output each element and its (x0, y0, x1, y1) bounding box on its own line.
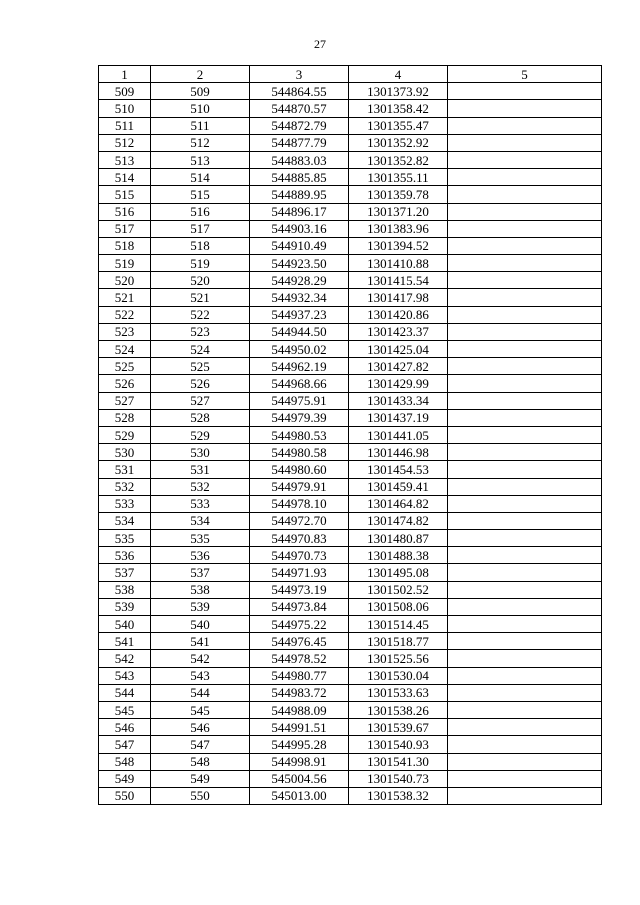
table-cell-col-3: 544980.58 (250, 444, 349, 461)
table-cell-col-4: 1301352.82 (349, 151, 448, 168)
table-row (99, 237, 602, 254)
table-cell-col-5 (448, 323, 602, 340)
table-cell-col-1: 510 (99, 100, 151, 117)
table-cell-col-2: 527 (151, 392, 250, 409)
table-cell-col-3: 544923.50 (250, 255, 349, 272)
table-cell-col-1: 544 (99, 684, 151, 701)
table-cell-col-3: 544980.53 (250, 426, 349, 443)
table-cell-col-4: 1301420.86 (349, 306, 448, 323)
table-cell-col-4: 1301525.56 (349, 650, 448, 667)
table-cell-col-5 (448, 478, 602, 495)
table-row (99, 392, 602, 409)
table-cell-col-3: 544937.23 (250, 306, 349, 323)
table-cell-col-4: 1301480.87 (349, 530, 448, 547)
table-cell-col-5 (448, 272, 602, 289)
table-cell-col-5 (448, 426, 602, 443)
table-cell-col-5 (448, 495, 602, 512)
table-row (99, 547, 602, 564)
table-cell-col-4: 1301464.82 (349, 495, 448, 512)
table-cell-col-1: 538 (99, 581, 151, 598)
table-cell-col-1: 526 (99, 375, 151, 392)
table-cell-col-3: 544988.09 (250, 701, 349, 718)
table-cell-col-3: 544870.57 (250, 100, 349, 117)
table-row (99, 341, 602, 358)
table-cell-col-4: 1301415.54 (349, 272, 448, 289)
table-cell-col-2: 511 (151, 117, 250, 134)
table-row (99, 495, 602, 512)
table-row (99, 186, 602, 203)
table-cell-col-2: 543 (151, 667, 250, 684)
table-row (99, 650, 602, 667)
table-cell-col-1: 524 (99, 341, 151, 358)
table-cell-col-1: 537 (99, 564, 151, 581)
table-cell-col-1: 540 (99, 616, 151, 633)
table-cell-col-1: 528 (99, 409, 151, 426)
table-cell-col-5 (448, 203, 602, 220)
table-cell-col-1: 513 (99, 151, 151, 168)
table-cell-col-2: 534 (151, 512, 250, 529)
table-row (99, 375, 602, 392)
table-row (99, 117, 602, 134)
table-cell-col-4: 1301352.92 (349, 134, 448, 151)
table-cell-col-3: 544910.49 (250, 237, 349, 254)
table-cell-col-5 (448, 237, 602, 254)
table-cell-col-1: 527 (99, 392, 151, 409)
table-cell-col-4: 1301530.04 (349, 667, 448, 684)
table-cell-col-2: 517 (151, 220, 250, 237)
table-cell-col-3: 544928.29 (250, 272, 349, 289)
table-row (99, 512, 602, 529)
table-cell-col-5 (448, 581, 602, 598)
coordinates-table (98, 65, 602, 805)
table-cell-col-3: 544991.51 (250, 719, 349, 736)
table-cell-col-2: 523 (151, 323, 250, 340)
table-cell-col-4: 1301474.82 (349, 512, 448, 529)
table-cell-col-4: 1301417.98 (349, 289, 448, 306)
table-cell-col-2: 533 (151, 495, 250, 512)
table-row (99, 272, 602, 289)
table-cell-col-1: 517 (99, 220, 151, 237)
table-row (99, 220, 602, 237)
table-cell-col-4: 1301427.82 (349, 358, 448, 375)
table-row (99, 409, 602, 426)
table-cell-col-4: 1301425.04 (349, 341, 448, 358)
header-cell-4: 4 (349, 66, 448, 83)
table-cell-col-3: 544970.73 (250, 547, 349, 564)
table-cell-col-3: 544973.19 (250, 581, 349, 598)
table-cell-col-5 (448, 667, 602, 684)
table-cell-col-3: 544872.79 (250, 117, 349, 134)
table-cell-col-5 (448, 787, 602, 804)
table-row (99, 598, 602, 615)
table-cell-col-5 (448, 530, 602, 547)
table-cell-col-2: 528 (151, 409, 250, 426)
table-cell-col-3: 544896.17 (250, 203, 349, 220)
table-row (99, 753, 602, 770)
header-cell-1: 1 (99, 66, 151, 83)
table-cell-col-1: 529 (99, 426, 151, 443)
table-cell-col-2: 519 (151, 255, 250, 272)
table-cell-col-4: 1301502.52 (349, 581, 448, 598)
table-cell-col-5 (448, 392, 602, 409)
table-cell-col-4: 1301488.38 (349, 547, 448, 564)
table-cell-col-4: 1301459.41 (349, 478, 448, 495)
table-cell-col-4: 1301518.77 (349, 633, 448, 650)
table-row (99, 426, 602, 443)
table-cell-col-1: 525 (99, 358, 151, 375)
table-row (99, 530, 602, 547)
table-cell-col-1: 549 (99, 770, 151, 787)
table-cell-col-1: 518 (99, 237, 151, 254)
table-cell-col-2: 546 (151, 719, 250, 736)
table-row (99, 667, 602, 684)
table-cell-col-2: 535 (151, 530, 250, 547)
table-cell-col-2: 550 (151, 787, 250, 804)
table-body (99, 83, 602, 805)
table-cell-col-4: 1301355.47 (349, 117, 448, 134)
table-cell-col-2: 509 (151, 83, 250, 100)
table-cell-col-3: 544995.28 (250, 736, 349, 753)
table-row (99, 478, 602, 495)
table-cell-col-2: 548 (151, 753, 250, 770)
table-cell-col-1: 521 (99, 289, 151, 306)
table-cell-col-3: 544979.39 (250, 409, 349, 426)
table-cell-col-4: 1301371.20 (349, 203, 448, 220)
table-row (99, 151, 602, 168)
table-cell-col-4: 1301454.53 (349, 461, 448, 478)
table-cell-col-2: 542 (151, 650, 250, 667)
table-row (99, 203, 602, 220)
table-cell-col-2: 536 (151, 547, 250, 564)
table-row (99, 358, 602, 375)
table-cell-col-2: 513 (151, 151, 250, 168)
table-cell-col-2: 529 (151, 426, 250, 443)
table-cell-col-5 (448, 100, 602, 117)
table-cell-col-5 (448, 736, 602, 753)
table-row (99, 323, 602, 340)
table-cell-col-5 (448, 753, 602, 770)
table-cell-col-1: 516 (99, 203, 151, 220)
table-cell-col-1: 515 (99, 186, 151, 203)
table-cell-col-1: 548 (99, 753, 151, 770)
table-cell-col-5 (448, 701, 602, 718)
table-cell-col-5 (448, 358, 602, 375)
header-row (99, 66, 602, 83)
table-cell-col-5 (448, 444, 602, 461)
table-cell-col-3: 544903.16 (250, 220, 349, 237)
table-cell-col-3: 544962.19 (250, 358, 349, 375)
table-cell-col-1: 511 (99, 117, 151, 134)
table-cell-col-3: 544976.45 (250, 633, 349, 650)
table-row (99, 787, 602, 804)
table-cell-col-3: 544883.03 (250, 151, 349, 168)
table-cell-col-1: 541 (99, 633, 151, 650)
table-cell-col-5 (448, 117, 602, 134)
table-cell-col-3: 544970.83 (250, 530, 349, 547)
table-row (99, 306, 602, 323)
table-cell-col-4: 1301446.98 (349, 444, 448, 461)
table-cell-col-2: 522 (151, 306, 250, 323)
table-row (99, 581, 602, 598)
table-cell-col-1: 542 (99, 650, 151, 667)
table-cell-col-5 (448, 341, 602, 358)
table-cell-col-5 (448, 289, 602, 306)
table-cell-col-2: 520 (151, 272, 250, 289)
table-cell-col-3: 544972.70 (250, 512, 349, 529)
table-cell-col-3: 544980.77 (250, 667, 349, 684)
table-cell-col-2: 518 (151, 237, 250, 254)
table-cell-col-4: 1301539.67 (349, 719, 448, 736)
table-cell-col-5 (448, 220, 602, 237)
table-cell-col-5 (448, 512, 602, 529)
table-row (99, 289, 602, 306)
table-cell-col-4: 1301533.63 (349, 684, 448, 701)
header-cell-5: 5 (448, 66, 602, 83)
table-cell-col-2: 537 (151, 564, 250, 581)
table-header (99, 66, 602, 83)
table-cell-col-3: 544950.02 (250, 341, 349, 358)
table-row (99, 736, 602, 753)
table-cell-col-2: 521 (151, 289, 250, 306)
table-cell-col-5 (448, 134, 602, 151)
table-cell-col-3: 544932.34 (250, 289, 349, 306)
table-cell-col-5 (448, 186, 602, 203)
table-cell-col-1: 545 (99, 701, 151, 718)
table-cell-col-3: 545013.00 (250, 787, 349, 804)
table-cell-col-5 (448, 255, 602, 272)
table-row (99, 444, 602, 461)
table-cell-col-4: 1301433.34 (349, 392, 448, 409)
table-cell-col-4: 1301514.45 (349, 616, 448, 633)
table-cell-col-2: 531 (151, 461, 250, 478)
table-cell-col-4: 1301383.96 (349, 220, 448, 237)
table-cell-col-5 (448, 616, 602, 633)
table-cell-col-2: 510 (151, 100, 250, 117)
table-cell-col-1: 534 (99, 512, 151, 529)
table-cell-col-1: 519 (99, 255, 151, 272)
table-cell-col-1: 523 (99, 323, 151, 340)
table-cell-col-4: 1301394.52 (349, 237, 448, 254)
table-cell-col-5 (448, 719, 602, 736)
table-cell-col-3: 544980.60 (250, 461, 349, 478)
table-cell-col-5 (448, 169, 602, 186)
table-cell-col-1: 547 (99, 736, 151, 753)
table-cell-col-2: 544 (151, 684, 250, 701)
table-cell-col-2: 516 (151, 203, 250, 220)
table-row (99, 770, 602, 787)
table-row (99, 83, 602, 100)
table-cell-col-5 (448, 598, 602, 615)
table-cell-col-3: 544864.55 (250, 83, 349, 100)
table-cell-col-5 (448, 151, 602, 168)
table-cell-col-1: 530 (99, 444, 151, 461)
table-cell-col-2: 539 (151, 598, 250, 615)
table-row (99, 134, 602, 151)
table-cell-col-5 (448, 461, 602, 478)
table-cell-col-3: 544975.91 (250, 392, 349, 409)
table-cell-col-2: 530 (151, 444, 250, 461)
table-cell-col-5 (448, 684, 602, 701)
table-cell-col-3: 545004.56 (250, 770, 349, 787)
header-cell-2: 2 (151, 66, 250, 83)
table-cell-col-4: 1301441.05 (349, 426, 448, 443)
table-cell-col-3: 544973.84 (250, 598, 349, 615)
table-cell-col-4: 1301495.08 (349, 564, 448, 581)
table-cell-col-3: 544979.91 (250, 478, 349, 495)
table-row (99, 564, 602, 581)
table-row (99, 684, 602, 701)
table-cell-col-2: 545 (151, 701, 250, 718)
table-cell-col-1: 531 (99, 461, 151, 478)
table-cell-col-4: 1301355.11 (349, 169, 448, 186)
table-cell-col-3: 544877.79 (250, 134, 349, 151)
table-cell-col-4: 1301358.42 (349, 100, 448, 117)
table-cell-col-1: 512 (99, 134, 151, 151)
table-cell-col-2: 512 (151, 134, 250, 151)
table-cell-col-1: 546 (99, 719, 151, 736)
table-cell-col-3: 544978.52 (250, 650, 349, 667)
table-cell-col-1: 543 (99, 667, 151, 684)
page-number: 27 (314, 37, 326, 51)
table-row (99, 169, 602, 186)
table-cell-col-1: 536 (99, 547, 151, 564)
table-cell-col-2: 524 (151, 341, 250, 358)
table-cell-col-1: 539 (99, 598, 151, 615)
table-row (99, 100, 602, 117)
table-cell-col-2: 540 (151, 616, 250, 633)
table-cell-col-4: 1301423.37 (349, 323, 448, 340)
table-cell-col-4: 1301410.88 (349, 255, 448, 272)
table-cell-col-1: 522 (99, 306, 151, 323)
table-cell-col-4: 1301538.32 (349, 787, 448, 804)
table-cell-col-2: 515 (151, 186, 250, 203)
table-cell-col-3: 544983.72 (250, 684, 349, 701)
table-cell-col-2: 541 (151, 633, 250, 650)
table-cell-col-1: 520 (99, 272, 151, 289)
table-cell-col-4: 1301540.73 (349, 770, 448, 787)
table-row (99, 255, 602, 272)
table-cell-col-1: 514 (99, 169, 151, 186)
table-cell-col-5 (448, 375, 602, 392)
table-cell-col-5 (448, 564, 602, 581)
table-cell-col-2: 532 (151, 478, 250, 495)
table-cell-col-5 (448, 409, 602, 426)
table-cell-col-2: 549 (151, 770, 250, 787)
table-row (99, 616, 602, 633)
table-row (99, 461, 602, 478)
table-cell-col-2: 525 (151, 358, 250, 375)
header-cell-3: 3 (250, 66, 349, 83)
table-cell-col-4: 1301508.06 (349, 598, 448, 615)
table-cell-col-5 (448, 633, 602, 650)
table-cell-col-4: 1301538.26 (349, 701, 448, 718)
table-cell-col-1: 532 (99, 478, 151, 495)
table-row (99, 719, 602, 736)
table-cell-col-4: 1301437.19 (349, 409, 448, 426)
table-cell-col-3: 544998.91 (250, 753, 349, 770)
table-cell-col-3: 544978.10 (250, 495, 349, 512)
table-cell-col-3: 544971.93 (250, 564, 349, 581)
table-cell-col-3: 544968.66 (250, 375, 349, 392)
table-cell-col-1: 535 (99, 530, 151, 547)
table-cell-col-2: 526 (151, 375, 250, 392)
table-cell-col-2: 538 (151, 581, 250, 598)
table-cell-col-1: 509 (99, 83, 151, 100)
table-cell-col-2: 547 (151, 736, 250, 753)
table-cell-col-5 (448, 650, 602, 667)
table-cell-col-5 (448, 547, 602, 564)
table-cell-col-1: 550 (99, 787, 151, 804)
table-cell-col-3: 544944.50 (250, 323, 349, 340)
table-cell-col-5 (448, 83, 602, 100)
table-cell-col-3: 544889.95 (250, 186, 349, 203)
table-cell-col-5 (448, 770, 602, 787)
table-cell-col-4: 1301359.78 (349, 186, 448, 203)
table-cell-col-2: 514 (151, 169, 250, 186)
table-cell-col-4: 1301429.99 (349, 375, 448, 392)
table-cell-col-1: 533 (99, 495, 151, 512)
table-cell-col-4: 1301541.30 (349, 753, 448, 770)
table-cell-col-3: 544975.22 (250, 616, 349, 633)
table-cell-col-4: 1301540.93 (349, 736, 448, 753)
table-row (99, 701, 602, 718)
table-cell-col-3: 544885.85 (250, 169, 349, 186)
table-cell-col-4: 1301373.92 (349, 83, 448, 100)
table-row (99, 633, 602, 650)
table-cell-col-5 (448, 306, 602, 323)
